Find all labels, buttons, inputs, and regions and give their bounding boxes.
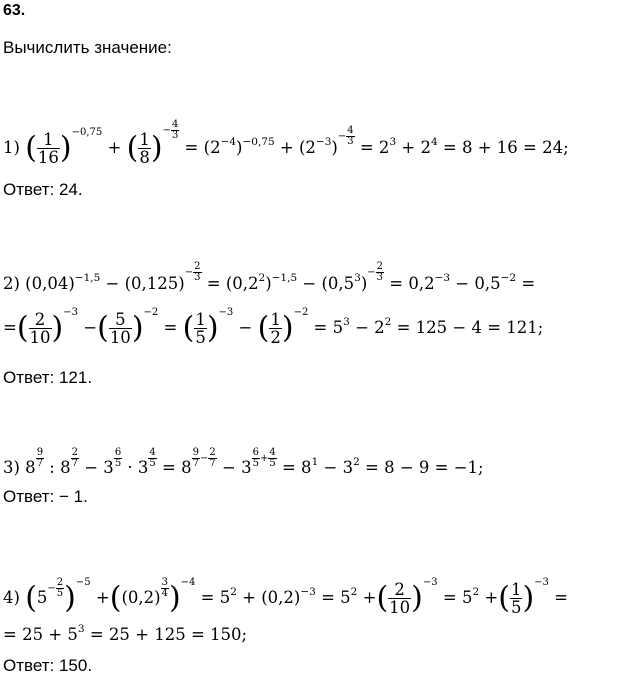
problem-1-line-1: 1) ( $\frac{1}{16}$ )−0,75 + ( $\frac{1}{8}$ )− $\frac{4}{3}$ = $(2^{-4})^{-0,75} + (2^{-3})-$ $\frac{4}{3}$ = $2^3 + 2^4 = 8 + 16 = 24$; <box>3 119 569 167</box>
fraction: $\frac{1}{5}$ <box>510 579 522 617</box>
fraction: $\frac{2}{10}$ <box>29 309 51 347</box>
fraction: $\frac{1}{16}$ <box>37 129 59 167</box>
problem-4-line-1: 4) (5− $\frac{2}{5}$ )−5 +((0,2) $\frac{3}{4}$ )$-4 = 5^2 + (0,2)^{-3} = 5^2$ +( $\frac{2}{10}$ )$-3 = 5^2$ +( $\frac{1}{5}$ )−3 = <box>3 577 568 617</box>
fraction: $\frac{1}{5}$ <box>195 309 206 347</box>
answer-4: Ответ: 150. <box>3 656 93 675</box>
problem-label: 3) <box>3 458 20 477</box>
problem-3-line-1: 3) 8 $\frac{9}{7}$ : 8 $\frac{2}{7}$ − 3 $\frac{6}{5}$ · 3 $\frac{4}{5}$ = 8 $\frac{9}{7}$ − $\frac{2}{7}$ − 3 $\frac{6}{5}$ + $\frac{4}{5}$ = $8^1 - 3^2 = 8 - 9 = -1$; <box>3 447 484 477</box>
problem-number: 63. <box>3 2 26 19</box>
problem-2-line-2: =( $\frac{2}{10}$ )−3 −( $\frac{5}{10}$ )−2 = ( $\frac{1}{5}$ )−3 − ( $\frac{1}{2}$ )$-2 = 5^3 - 2^2 = 125 - 4 = 121$; <box>3 307 544 347</box>
answer-1: Ответ: 24. <box>3 180 83 199</box>
answer-3: Ответ: − 1. <box>3 487 88 506</box>
problem-2-line-1: 2) $(0,04)^{-1,5} - (0,125)-$ $\frac{2}{3}$ = $(0,2^2)^{-1,5} - (0,5^3)-$ $\frac{2}{3}$ = $0,2^{-3} - 0,5^{-2}$ = <box>3 261 536 293</box>
problem-4-line-2: = $25 + 5^3 = 25 + 125 = 150$; <box>3 623 248 644</box>
fraction: $\frac{5}{10}$ <box>109 309 131 347</box>
problem-label: 4) <box>3 588 20 607</box>
fraction: $\frac{1}{2}$ <box>270 309 281 347</box>
fraction: $\frac{2}{10}$ <box>389 579 411 617</box>
fraction: $\frac{1}{8}$ <box>139 129 150 167</box>
problem-label: 1) <box>3 138 20 157</box>
instruction: Вычислить значение: <box>3 38 172 57</box>
problem-label: 2) <box>3 274 20 293</box>
answer-2: Ответ: 121. <box>3 368 93 387</box>
